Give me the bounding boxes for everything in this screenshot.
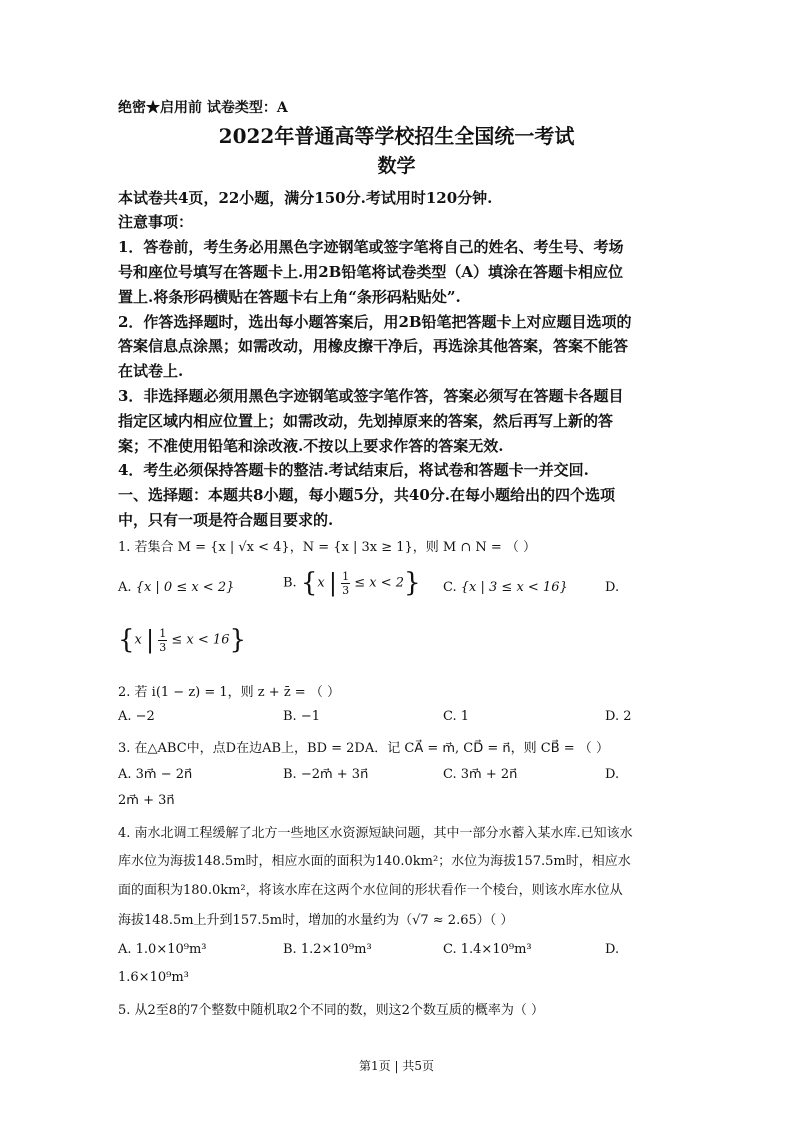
q1-option-a: A. {x | 0 ≤ x < 2} — [118, 580, 235, 595]
notice-title: 注意事项： — [118, 213, 194, 231]
question-3-stem: 3. 在△ABC中，点D在边AB上，BD = 2DA．记 CA⃗ = m⃗, CD⃗ = n⃗，则 CB⃗ = （ ） — [118, 741, 609, 756]
q3-option-d: 2m⃗ + 3n⃗ — [118, 793, 175, 808]
notice-line: 在试卷上. — [118, 362, 184, 380]
exam-info: 本试卷共4页，22小题，满分150分.考试用时120分钟. — [118, 189, 493, 207]
notice-line: 2．作答选择题时，选出每小题答案后，用2B铅笔把答题卡上对应题目选项的 — [118, 313, 632, 331]
q3-option-a: A. 3m⃗ − 2n⃗ — [118, 767, 193, 782]
q4-option-d-label: D. — [605, 942, 620, 957]
question-4-line: 库水位为海拔148.5m时，相应水面的面积为140.0km²；水位为海拔157.5m时，相应水 — [118, 854, 631, 869]
q3-option-b: B. −2m⃗ + 3n⃗ — [283, 767, 369, 782]
q3-option-c: C. 3m⃗ + 2n⃗ — [443, 767, 518, 782]
subject-title: 数学 — [377, 155, 416, 177]
question-4-line: 4. 南水北调工程缓解了北方一些地区水资源短缺问题，其中一部分水蓄入某水库.已知该水 — [118, 826, 633, 841]
question-2-stem: 2. 若 i(1 − z) = 1，则 z + z̄ = （ ） — [118, 685, 340, 700]
question-4-line: 海拔148.5m上升到157.5m时，增加的水量约为（√7 ≈ 2.65）（ ） — [118, 913, 514, 928]
question-5-stem: 5. 从2至8的7个整数中随机取2个不同的数，则这2个数互质的概率为（ ） — [118, 1003, 545, 1018]
q4-option-b: B. 1.2×10⁹m³ — [283, 942, 372, 957]
notice-line: 答案信息点涂黑；如需改动，用橡皮擦干净后，再选涂其他答案，答案不能答 — [118, 337, 629, 355]
q3-option-d-label: D. — [605, 767, 620, 782]
q1-option-d-label: D. — [605, 580, 620, 595]
section-heading: 中，只有一项是符合题目要求的. — [118, 511, 334, 529]
q4-option-a: A. 1.0×10⁹m³ — [118, 942, 207, 957]
notice-line: 1．答卷前，考生务必用黑色字迹钢笔或签字笔将自己的姓名、考生号、考场 — [118, 238, 624, 256]
q2-option-a: A. −2 — [118, 709, 155, 724]
notice-line: 指定区域内相应位置上；如需改动，先划掉原来的答案，然后再写上新的答 — [118, 412, 614, 430]
section-heading: 一、选择题：本题共8小题，每小题5分，共40分.在每小题给出的四个选项 — [118, 486, 615, 504]
q2-option-b: B. −1 — [283, 709, 320, 724]
q1-option-b: B. {x | $\frac{1}{3}$ ≤ x < 2} — [283, 568, 421, 598]
q1-option-d: {x | $\frac{1}{3}$ ≤ x < 16} — [118, 625, 247, 655]
notice-line: 案；不准使用铅笔和涂改液.不按以上要求作答的答案无效. — [118, 437, 504, 455]
q4-option-c: C. 1.4×10⁹m³ — [443, 942, 532, 957]
question-4-line: 面的面积为180.0km²，将该水库在这两个水位间的形状看作一个棱台，则该水库水位从 — [118, 883, 623, 898]
notice-line: 号和座位号填写在答题卡上.用2B铅笔将试卷类型（A）填涂在答题卡相应位 — [118, 263, 623, 281]
secret-label: 绝密★启用前 试卷类型：A — [118, 100, 288, 116]
q1-option-c: C. {x | 3 ≤ x < 16} — [443, 580, 568, 595]
page-footer: 第1页 | 共5页 — [359, 1059, 434, 1073]
q2-option-c: C. 1 — [443, 709, 470, 724]
exam-title: 2022年普通高等学校招生全国统一考试 — [218, 124, 575, 148]
q2-option-d: D. 2 — [605, 709, 632, 724]
notice-line: 4．考生必须保持答题卡的整洁.考试结束后，将试卷和答题卡一并交回. — [118, 461, 589, 479]
notice-line: 3．非选择题必须用黑色字迹钢笔或签字笔作答，答案必须写在答题卡各题目 — [118, 387, 624, 405]
notice-line: 置上.将条形码横贴在答题卡右上角“条形码粘贴处”. — [118, 288, 461, 306]
q4-option-d: 1.6×10⁹m³ — [118, 970, 189, 985]
question-1-stem: 1. 若集合 M = {x | √x < 4}，N = {x | 3x ≥ 1}，则 M ∩ N = （ ） — [118, 540, 537, 555]
